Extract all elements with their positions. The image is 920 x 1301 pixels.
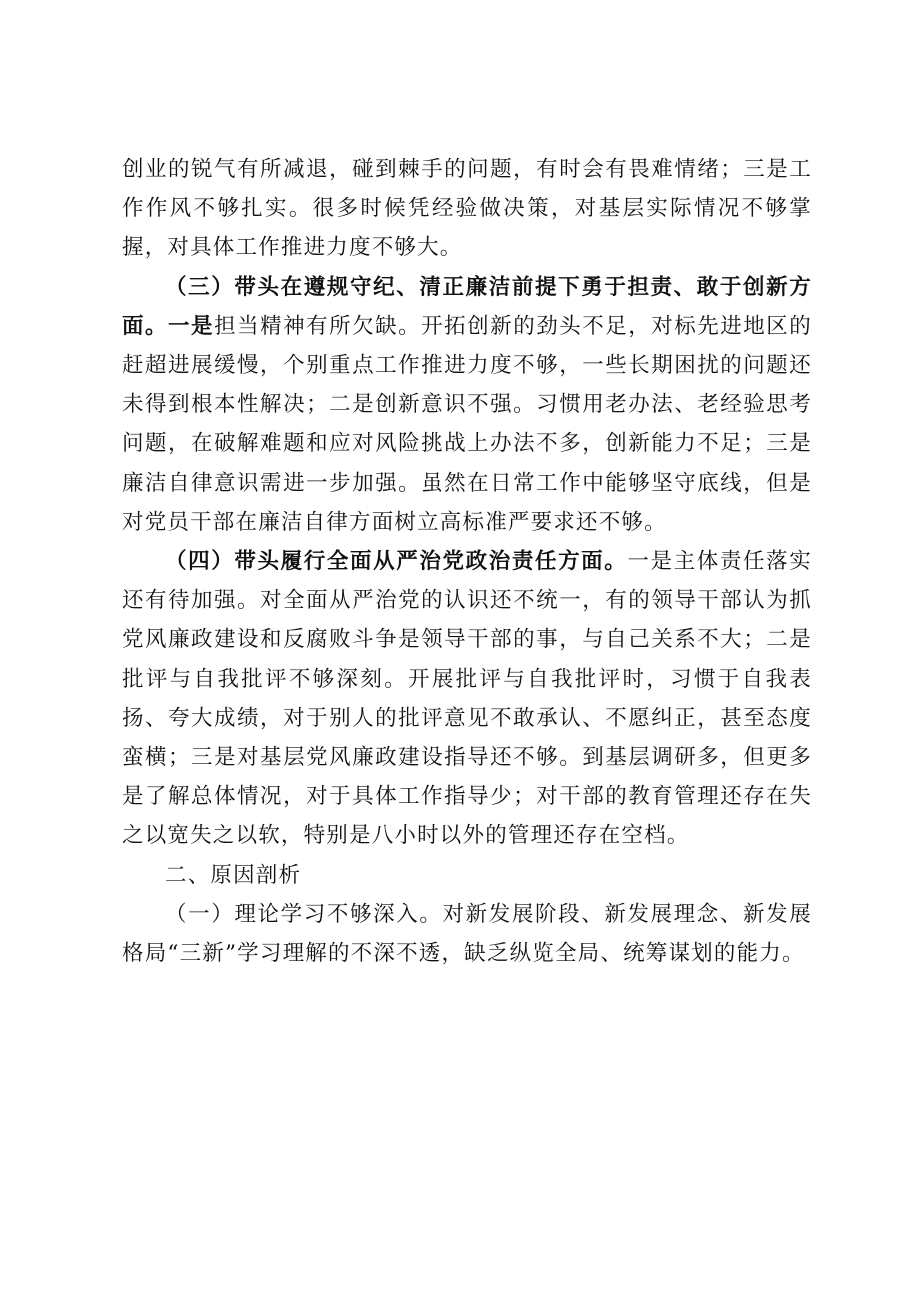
section-3-lead: 一是	[168, 313, 215, 339]
document-body	[122, 150, 812, 973]
section-3-body: 担当精神有所欠缺。开拓创新的劲头不足，对标先进地区的赶超进展缓慢，个别重点工作推进力度不够，一些长期困扰的问题还未得到根本性解决；二是创新意识不强。习惯用老办法、老经验思考问题，在破解难题和应对风险挑战上办法不多，创新能力不足；三是廉洁自律意识需进一步加强。虽然在日常工作中能够坚守底线，但是对党员干部在廉洁自律方面树立高标准严要求还不够。	[122, 313, 813, 535]
paragraph-continued: 创业的锐气有所减退，碰到棘手的问题，有时会有畏难情绪；三是工作作风不够扎实。很多时候凭经验做决策，对基层实际情况不够掌握，对具体工作推进力度不够大。	[122, 157, 812, 261]
section-4-heading: （四）带头履行全面从严治党政治责任方面。	[165, 549, 628, 575]
section-2-title: 二、原因剖析	[165, 862, 302, 888]
paragraph-cause-1: （一）理论学习不够深入。对新发展阶段、新发展理念、新发展格局“三新”学习理解的不深不透，缺乏纵览全局、统筹谋划的能力。	[122, 901, 812, 967]
paragraph-section-3	[122, 268, 812, 542]
section-4-body: 一是主体责任落实还有待加强。对全面从严治党的认识还不统一，有的领导干部认为抓党风廉政建设和反腐败斗争是领导干部的事，与自己关系不大；二是批评与自我批评不够深刻。开展批评与自我批评时，习惯于自我表扬、夸大成绩，对于别人的批评意见不敢承认、不愿纠正，甚至态度蛮横；三是对基层党风廉政建设指导还不够。到基层调研多，但更多是了解总体情况，对于具体工作指导少；对干部的教育管理还存在失之以宽失之以软，特别是八小时以外的管理还存在空档。	[122, 549, 812, 849]
section-3-heading: （三）带头在遵规守纪、清正廉洁前提下勇于担责、敢于创新方面。	[122, 274, 812, 339]
paragraph-section-4	[122, 542, 812, 856]
